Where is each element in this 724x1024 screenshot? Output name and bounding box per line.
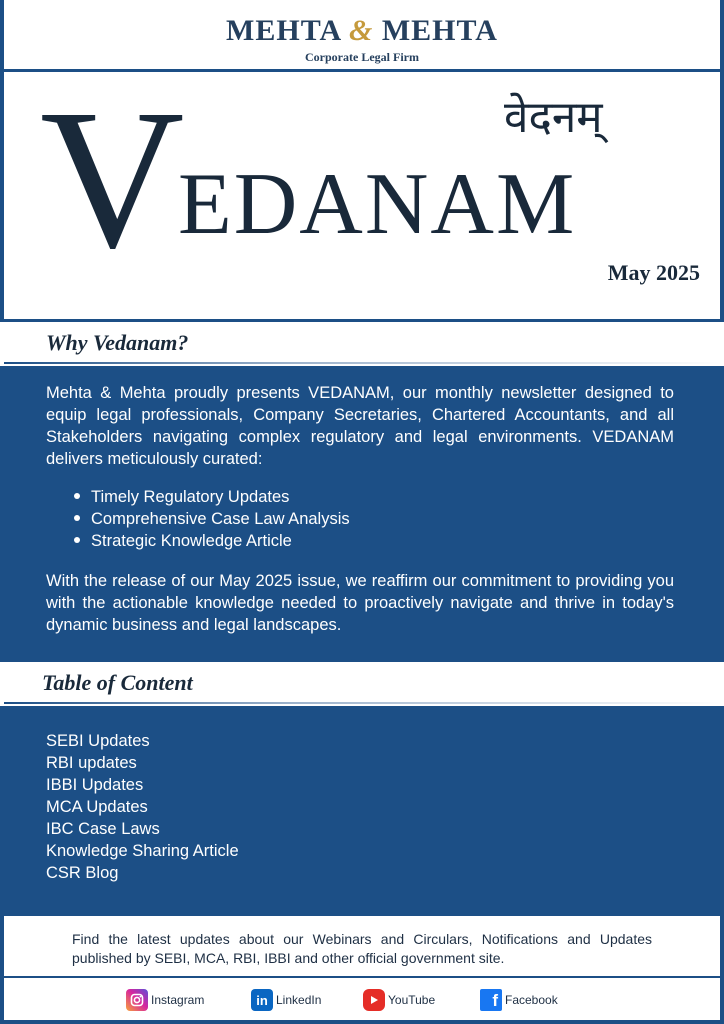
list-item — [74, 508, 674, 530]
toc-item-knowledge-article[interactable]: Knowledge Sharing Article — [46, 842, 239, 860]
closing-paragraph: With the release of our May 2025 issue, we reaffirm our commitment to providing you with the actionable knowledge needed to proactively navigate and thrive in today's dynamic business and legal landscapes. — [46, 572, 674, 634]
intro-paragraph: Mehta & Mehta proudly presents VEDANAM, our monthly newsletter designed to equip legal professionals, Company Secretaries, Chartered Accountants, and all Stakeholders navigating complex regulatory and legal environments. VEDANAM delivers meticulously curated: — [46, 384, 674, 468]
list-item-label: Timely Regulatory Updates — [91, 488, 290, 506]
youtube-link[interactable] — [363, 988, 435, 1012]
footer-divider — [4, 976, 720, 978]
toc-heading: Table of Content — [42, 670, 193, 695]
title-wordmark: EDANAM — [178, 156, 577, 253]
firm-name-ampersand: & — [349, 14, 374, 47]
firm-header — [0, 0, 724, 72]
toc-section-header — [0, 662, 724, 706]
facebook-label: Facebook — [505, 993, 558, 1007]
title-hindi: वेदनम् — [504, 92, 603, 143]
toc-item-ibc-case-laws[interactable]: IBC Case Laws — [46, 820, 160, 838]
toc-item-ibbi[interactable]: IBBI Updates — [46, 776, 144, 794]
instagram-icon — [126, 989, 148, 1011]
bottom-border — [0, 1020, 724, 1024]
firm-name-right: MEHTA — [381, 14, 498, 47]
section-rule — [4, 702, 724, 704]
footer-note: Find the latest updates about our Webinars and Circulars, Notifications and Updates published by SEBI, MCA, RBI, IBBI and other official government site. — [72, 931, 652, 966]
firm-subtitle: Corporate Legal Firm — [305, 50, 419, 64]
toc-panel — [4, 706, 720, 916]
firm-logo — [0, 0, 724, 48]
bullet-icon — [74, 537, 80, 543]
instagram-label: Instagram — [151, 993, 205, 1007]
why-heading: Why Vedanam? — [46, 330, 189, 355]
section-rule — [4, 362, 724, 364]
linkedin-icon: in — [251, 989, 273, 1011]
bullet-icon — [74, 493, 80, 499]
toc-item-mca[interactable]: MCA Updates — [46, 798, 148, 816]
toc-item-sebi[interactable]: SEBI Updates — [46, 732, 150, 750]
feature-list — [74, 486, 674, 552]
bullet-icon — [74, 515, 80, 521]
intro-panel — [4, 366, 720, 662]
firm-name-left: MEHTA — [226, 14, 341, 47]
issue-date: May 2025 — [607, 260, 700, 285]
list-item — [74, 530, 674, 552]
linkedin-link[interactable] — [251, 988, 321, 1012]
title-initial: V — [40, 69, 185, 290]
list-item-label: Comprehensive Case Law Analysis — [91, 510, 350, 528]
list-item-label: Strategic Knowledge Article — [91, 532, 292, 550]
youtube-label: YouTube — [388, 993, 436, 1007]
masthead — [0, 69, 724, 322]
facebook-link[interactable] — [480, 988, 558, 1012]
list-item — [74, 486, 674, 508]
toc-item-rbi[interactable]: RBI updates — [46, 754, 137, 772]
linkedin-label: LinkedIn — [276, 993, 322, 1007]
facebook-icon: f — [480, 989, 502, 1011]
why-section-header — [0, 322, 724, 366]
toc-item-csr-blog[interactable]: CSR Blog — [46, 864, 119, 882]
youtube-icon — [363, 989, 385, 1011]
instagram-link[interactable] — [126, 988, 204, 1012]
